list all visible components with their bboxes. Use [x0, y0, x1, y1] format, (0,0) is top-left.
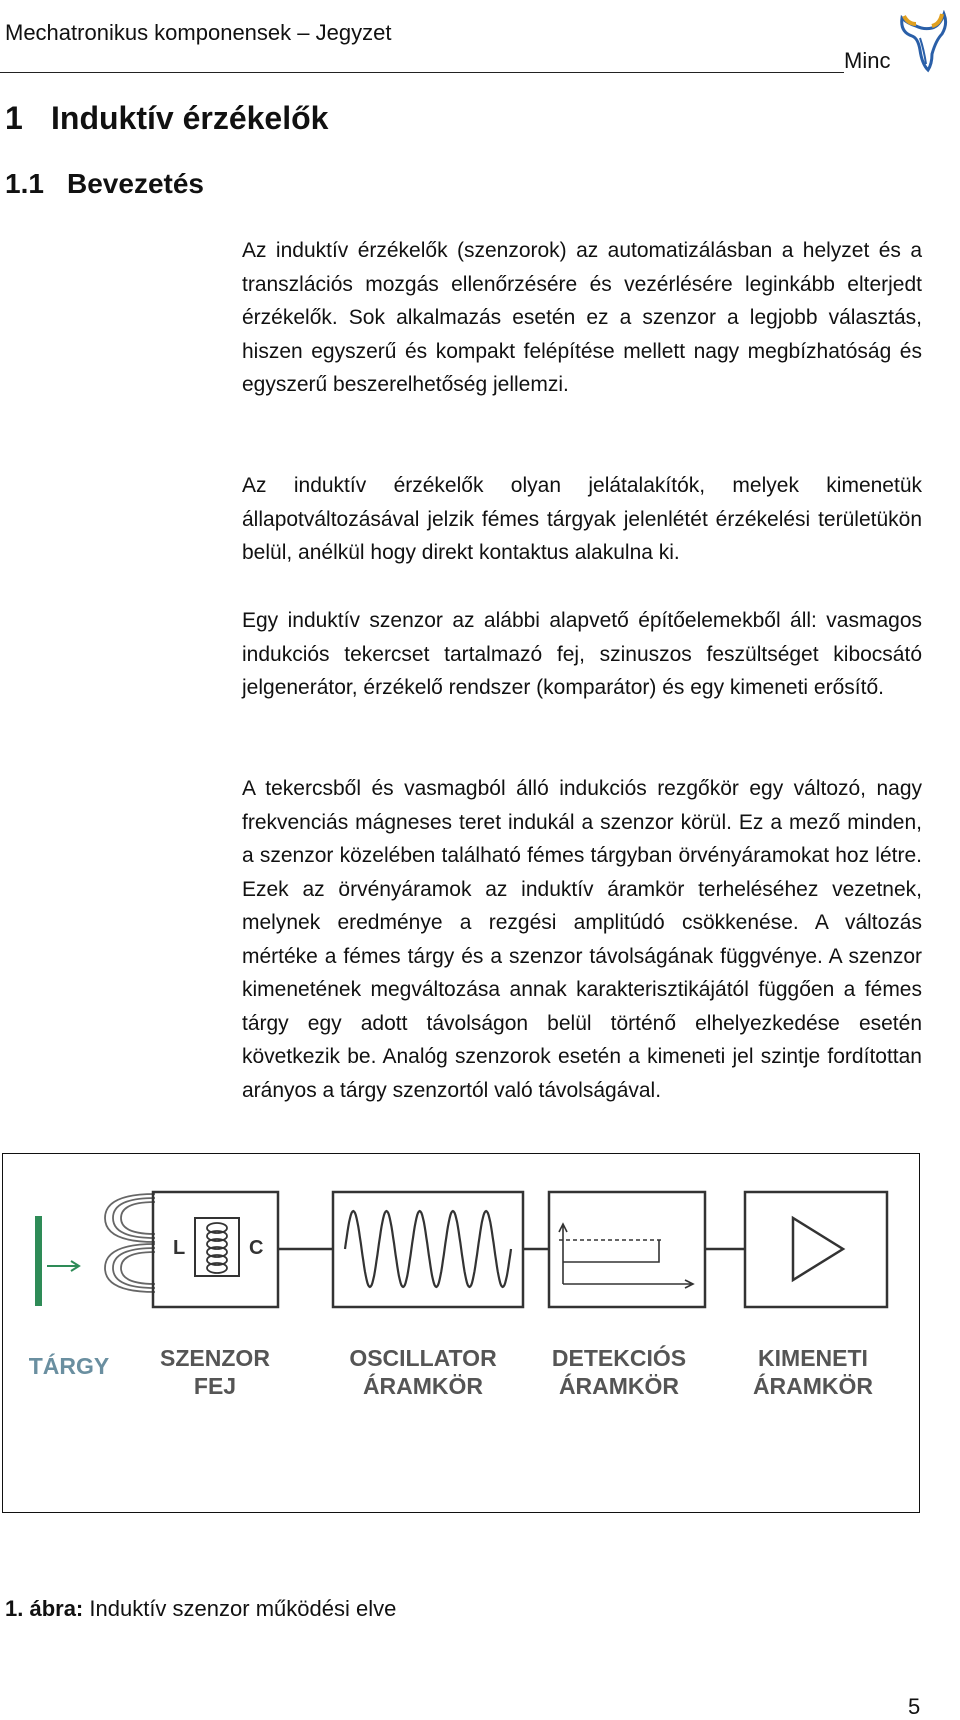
sensor-head-label-1: SZENZOR: [160, 1345, 270, 1371]
paragraph-components: Egy induktív szenzor az alábbi alapvető építőelemekből áll: vasmagos indukciós tekercset tartalmazó fej, szinuszos feszültséget kibocsátó jelgenerátor, érzékelő rendszer (komparátor) és egy kimeneti erősítő.: [242, 609, 922, 699]
output-label-2: ÁRAMKÖR: [752, 1373, 874, 1399]
paragraph-intro: Az induktív érzékelők (szenzorok) az automatizálásban a helyzet és a transzlációs mozgás ellenőrzésére és vezérlésére leginkább elterjedt érzékelők. Sok alkalmazás esetén ez a szenzor a legjobb választás, hiszen egyszerű és kompakt felépítése mellett nagy megbízhatóság és egyszerű beszerelhetőség jellemzi.: [242, 239, 922, 396]
coil-c-label: C: [249, 1237, 264, 1259]
coil-l-label: L: [173, 1237, 186, 1259]
paragraph-operation: A tekercsből és vasmagból álló indukciós rezgőkör egy változó, nagy frekvenciás mágneses teret indukál a szenzor körül. Ez a mező minden, a szenzor közelében található fémes tárgyban örvényáramokat hoz létre. Ezek az örvényáramok az induktív áramkör terheléséhez vezetnek, melynek eredménye a rezgési amplitúdó csökkenése. A változás mértéke a fémes tárgy és a szenzor távolságának függvénye. A szenzor kimenetének megváltozása annak karakterisztikájától függően a fémes tárgy egy adott távolságon belül történő elhelyezkedése esetén következik be. Analóg szenzorok esetén a kimeneti jel szintje fordítottan arányos a tárgy szenzortól való távolságával.: [242, 777, 922, 1102]
oscillator-label-1: OSCILLATOR: [349, 1345, 497, 1371]
section-number: 1.1: [5, 168, 44, 199]
detection-label-1: DETEKCIÓS: [551, 1345, 687, 1371]
section-title: Bevezetés: [67, 168, 204, 199]
target-bar: [35, 1216, 42, 1306]
paragraph-definition: Az induktív érzékelők olyan jelátalakítók, melyek kimenetük állapotváltozásával jelzik fémes tárgyak jelenlétét érzékelési területükön belül, anélkül hogy direkt kontaktus alakulna ki.: [242, 474, 922, 564]
chapter-number: 1: [5, 100, 23, 136]
coil-icon: [207, 1223, 227, 1273]
header-brand: Minc: [844, 48, 891, 73]
chapter-title: Induktív érzékelők: [51, 100, 329, 136]
oscillator-label-2: ÁRAMKÖR: [362, 1373, 484, 1399]
bull-logo-icon: [898, 10, 948, 79]
figure-caption-label: 1. ábra:: [5, 1596, 84, 1621]
target-arrow-icon: [47, 1261, 79, 1271]
page-number: 5: [908, 1694, 921, 1719]
detection-label-2: ÁRAMKÖR: [558, 1373, 680, 1399]
sensor-head-label-2: FEJ: [193, 1373, 237, 1399]
block-diagram: [3, 1154, 919, 1512]
section-heading: [5, 168, 204, 200]
output-label-1: KIMENETI: [758, 1345, 868, 1371]
magnetic-field-arcs: [105, 1194, 155, 1292]
figure-box: [2, 1153, 920, 1513]
sine-wave-icon: [345, 1211, 511, 1287]
header-rule: [0, 72, 844, 73]
figure-caption-text: Induktív szenzor működési elve: [89, 1596, 397, 1621]
figure-caption: [5, 1596, 396, 1622]
document-header-title: Mechatronikus komponensek – Jegyzet: [5, 20, 392, 45]
threshold-icon: [559, 1224, 693, 1288]
detection-block: [549, 1192, 705, 1307]
target-label: TÁRGY: [28, 1353, 110, 1379]
output-block: [745, 1192, 887, 1307]
chapter-heading: [5, 100, 328, 137]
amplifier-triangle-icon: [793, 1218, 843, 1280]
